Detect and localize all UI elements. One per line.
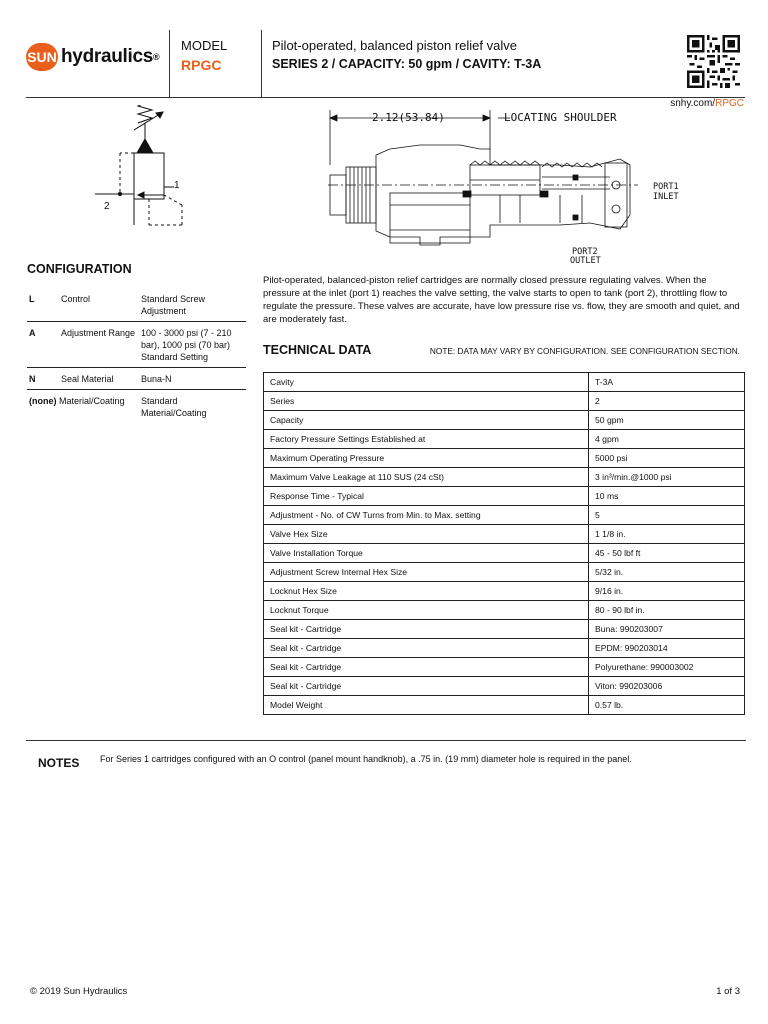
table-row: [264, 392, 745, 411]
config-row: [27, 368, 246, 390]
tech-label: Maximum Valve Leakage at 110 SUS (24 cSt): [264, 468, 589, 487]
inlet-drawing-label: INLET: [653, 192, 679, 202]
brand-registered-mark: ®: [153, 52, 160, 62]
table-row: [264, 601, 745, 620]
table-row: [264, 430, 745, 449]
tech-value: 5/32 in.: [589, 563, 745, 582]
tech-value: EPDM: 990203014: [589, 639, 745, 658]
table-row: [264, 468, 745, 487]
port1-label: 1: [174, 180, 180, 191]
config-value: Standard Material/Coating: [141, 396, 207, 418]
header-divider: [261, 30, 262, 97]
config-feature: Seal Material: [59, 368, 139, 390]
tech-value: 3 in³/min.@1000 psi: [589, 468, 745, 487]
tech-value: T-3A: [589, 373, 745, 392]
config-code: A: [27, 322, 59, 368]
tech-label: Adjustment Screw Internal Hex Size: [264, 563, 589, 582]
port1-drawing-label: PORT1: [653, 182, 679, 192]
table-row: [264, 620, 745, 639]
config-feature: Adjustment Range: [59, 322, 139, 368]
outlet-drawing-label: OUTLET: [570, 256, 601, 266]
tech-label: Seal kit - Cartridge: [264, 620, 589, 639]
model-code: RPGC: [181, 57, 222, 73]
header-rule: [26, 97, 745, 98]
tech-label: Valve Hex Size: [264, 525, 589, 544]
tech-value: 1 1/8 in.: [589, 525, 745, 544]
table-row: [264, 506, 745, 525]
config-row: [27, 288, 246, 322]
tech-value: 10 ms: [589, 487, 745, 506]
table-row: [264, 449, 745, 468]
sun-logo-icon: SUN: [26, 43, 58, 71]
qr-code-icon: [687, 35, 740, 88]
table-row: [264, 658, 745, 677]
tech-label: Series: [264, 392, 589, 411]
website-prefix: snhy.com/: [670, 98, 716, 109]
tech-value: 0.57 lb.: [589, 696, 745, 715]
config-value: 100 - 3000 psi (7 - 210 bar), 1000 psi (70 bar) Standard Setting: [139, 322, 246, 368]
tech-label: Seal kit - Cartridge: [264, 677, 589, 696]
tech-label: Cavity: [264, 373, 589, 392]
table-row: [264, 411, 745, 430]
tech-label: Maximum Operating Pressure: [264, 449, 589, 468]
technical-data-heading: TECHNICAL DATA: [263, 343, 372, 357]
tech-value: 2: [589, 392, 745, 411]
hydraulic-symbol: [90, 105, 190, 235]
table-row: [264, 677, 745, 696]
config-row: [27, 322, 246, 368]
tech-label: Response Time - Typical: [264, 487, 589, 506]
tech-value: Polyurethane: 990003002: [589, 658, 745, 677]
dimension-label: 2.12(53.84): [372, 111, 445, 124]
technical-data-note: NOTE: DATA MAY VARY BY CONFIGURATION. SEE CONFIGURATION SECTION.: [429, 346, 740, 356]
config-code: (none): [29, 396, 57, 406]
tech-value: 5: [589, 506, 745, 525]
technical-data-table: [263, 372, 745, 715]
tech-value: 5000 psi: [589, 449, 745, 468]
configuration-table: [27, 288, 246, 423]
config-code: N: [27, 368, 59, 390]
cartridge-drawing: [320, 105, 700, 267]
config-value: Buna-N: [139, 368, 246, 390]
tech-value: 4 gpm: [589, 430, 745, 449]
tech-label: Seal kit - Cartridge: [264, 658, 589, 677]
tech-value: 80 - 90 lbf in.: [589, 601, 745, 620]
table-row: [264, 487, 745, 506]
tech-label: Adjustment - No. of CW Turns from Min. to Max. setting: [264, 506, 589, 525]
tech-label: Seal kit - Cartridge: [264, 639, 589, 658]
config-code: L: [27, 288, 59, 322]
tech-value: 45 - 50 lbf ft: [589, 544, 745, 563]
table-row: [264, 563, 745, 582]
tech-label: Factory Pressure Settings Established at: [264, 430, 589, 449]
config-row: [27, 390, 246, 424]
copyright: © 2019 Sun Hydraulics: [30, 986, 128, 997]
page-number: 1 of 3: [716, 986, 740, 997]
config-value: Standard Screw Adjustment: [139, 288, 246, 322]
tech-value: Viton: 990203006: [589, 677, 745, 696]
tech-label: Valve Installation Torque: [264, 544, 589, 563]
port2-drawing-label: PORT2: [572, 247, 598, 257]
brand-wordmark: hydraulics: [61, 46, 154, 67]
table-row: [264, 582, 745, 601]
table-row: [264, 639, 745, 658]
header-divider: [169, 30, 170, 97]
tech-label: Model Weight: [264, 696, 589, 715]
shoulder-label: LOCATING SHOULDER: [504, 111, 617, 124]
product-title: Pilot-operated, balanced piston relief valve: [272, 38, 517, 53]
product-description: Pilot-operated, balanced-piston relief cartridges are normally closed pressure regulating valves. When the pressure at the inlet (port 1) reaches the valve setting, the valve starts to open to tank (port 2), throttling flow to regulate the pressure. These valves are accurate, have low pressure rise vs. flow, they are smooth and quiet, and are moderately fast.: [263, 275, 740, 325]
notes-text: For Series 1 cartridges configured with an O control (panel mount handknob), a .75 in. (19 mm) diameter hole is required in the panel.: [100, 754, 632, 764]
table-row: [264, 525, 745, 544]
configuration-heading: CONFIGURATION: [27, 262, 132, 276]
port2-label: 2: [104, 201, 110, 212]
model-label: MODEL: [181, 38, 228, 53]
brand-logo: [26, 40, 166, 74]
config-feature: Material/Coating: [59, 396, 125, 406]
notes-heading: NOTES: [38, 756, 80, 770]
config-feature: Control: [59, 288, 139, 322]
tech-label: Locknut Torque: [264, 601, 589, 620]
table-row: [264, 373, 745, 392]
notes-rule: [26, 740, 746, 741]
tech-label: Locknut Hex Size: [264, 582, 589, 601]
tech-label: Capacity: [264, 411, 589, 430]
tech-value: 9/16 in.: [589, 582, 745, 601]
table-row: [264, 544, 745, 563]
product-series: SERIES 2 / CAPACITY: 50 gpm / CAVITY: T-3A: [272, 57, 542, 71]
table-row: [264, 696, 745, 715]
tech-value: Buna: 990203007: [589, 620, 745, 639]
tech-value: 50 gpm: [589, 411, 745, 430]
website-model: RPGC: [715, 98, 744, 109]
